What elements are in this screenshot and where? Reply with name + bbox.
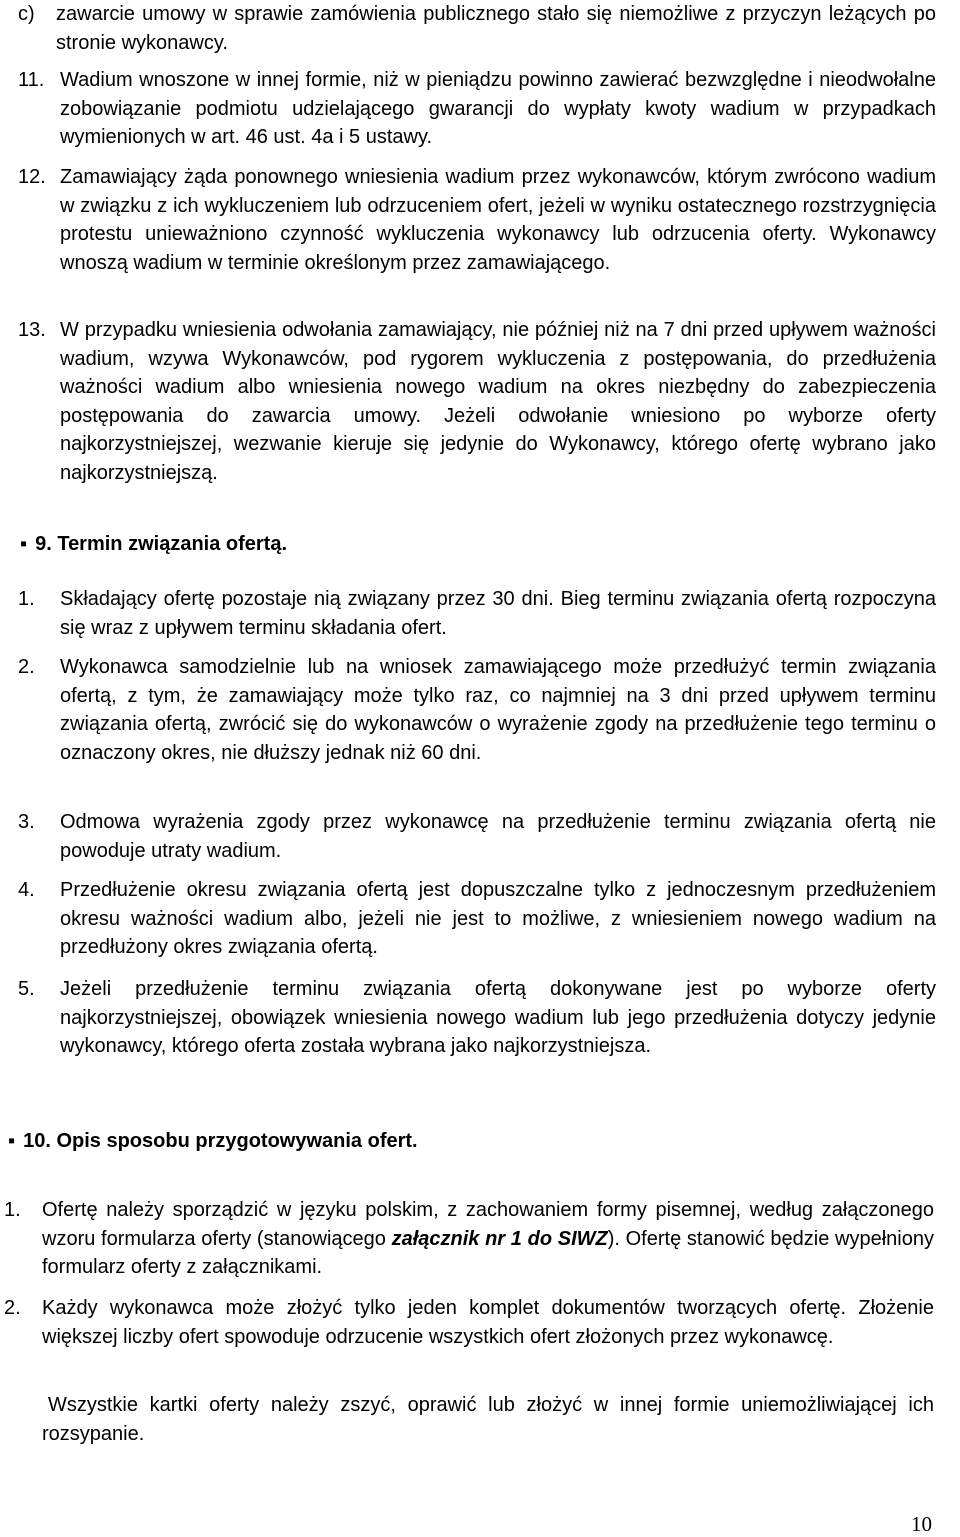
list-item: [18, 163, 936, 277]
attachment-reference: załącznik nr 1 do SIWZ: [391, 1227, 608, 1250]
item-text: [4, 1196, 934, 1282]
list-item: [18, 316, 936, 487]
item-text: Wykonawca samodzielnie lub na wniosek zamawiającego może przedłużyć termin związania ofertą, z tym, że zamawiający może tylko raz, co najmniej na 3 dni przed upływem terminu związania ofertą, zwrócić się do wykonawców o wyrażenie zgody na przedłużenie tego terminu o oznaczony okres, nie dłuższy jednak niż 60 dni.: [60, 656, 936, 764]
list-item: [18, 876, 936, 962]
item-number: 3.: [18, 811, 35, 833]
list-item: [18, 975, 936, 1061]
list-item: [18, 653, 936, 767]
heading-text: 10. Opis sposobu przygotowywania ofert.: [23, 1130, 418, 1152]
item-number: 1.: [18, 588, 35, 610]
heading-bullet: ▪: [8, 1130, 16, 1152]
item-number: c): [18, 3, 35, 25]
item-text: W przypadku wniesienia odwołania zamawiający, nie później niż na 7 dni przed upływem ważności wadium, wzywa Wykonawców, pod rygorem wykluczenia z postępowania, do przedłużenia ważności wadium albo wniesienia nowego wadium na okres niezbędny do zabezpieczenia postępowania do zawarcia umowy. Jeżeli odwołanie wniesiono po wyborze oferty najkorzystniejszej, wezwanie kieruje się jedynie do Wykonawcy, którego ofertę wybrano jako najkorzystniejszą.: [60, 319, 936, 484]
section-heading: [8, 1127, 418, 1156]
item-text: Zamawiający żąda ponownego wniesienia wadium przez wykonawców, którym zwrócono wadium w związku z ich wykluczeniem lub odrzuceniem ofert, jeżeli w wyniku ostatecznego rozstrzygnięcia protestu unieważniono czynność wykluczenia wykonawcy lub odrzucenia oferty. Wykonawcy wnoszą wadium w terminie określonym przez zamawiającego.: [60, 166, 936, 274]
item-number: 12.: [18, 166, 46, 188]
list-item: [18, 585, 936, 642]
list-item: [18, 808, 936, 865]
heading-bullet: ▪: [20, 533, 28, 555]
item-text-part: Ofertę należy sporządzić w języku polskim, z zachowaniem formy pisemnej, według załączonego wzoru formularza oferty (stanowiącego: [42, 1199, 934, 1250]
item-number: 13.: [18, 319, 46, 341]
list-item: [18, 0, 936, 57]
item-text: Wadium wnoszone w innej formie, niż w pieniądzu powinno zawierać bezwzględne i nieodwołalne zobowiązanie podmiotu udzielającego gwarancji do wypłaty kwoty wadium w przypadkach wymienionych w art. 46 ust. 4a i 5 ustawy.: [60, 69, 936, 148]
item-text: Przedłużenie okresu związania ofertą jest dopuszczalne tylko z jednoczesnym przedłużeniem okresu ważności wadium albo, jeżeli nie jest to możliwe, z wniesieniem nowego wadium na przedłużony okres związania ofertą.: [60, 879, 936, 958]
item-number: 5.: [18, 978, 35, 1000]
item-number: 2.: [18, 656, 35, 678]
item-number: 4.: [18, 879, 35, 901]
note-paragraph: [42, 1391, 934, 1448]
page-number: 10: [911, 1512, 932, 1536]
note-text: Wszystkie kartki oferty należy zszyć, oprawić lub złożyć w innej formie uniemożliwiającej ich rozsypanie.: [42, 1394, 934, 1445]
item-number: 2.: [4, 1297, 21, 1319]
heading-text: 9. Termin związania ofertą.: [35, 533, 288, 555]
list-item: [4, 1196, 934, 1282]
item-text: Każdy wykonawca może złożyć tylko jeden komplet dokumentów tworzących ofertę. Złożenie większej liczby ofert spowoduje odrzucenie wszystkich ofert złożonych przez wykonawcę.: [42, 1297, 934, 1348]
section-heading: [20, 530, 287, 559]
item-number: 11.: [18, 69, 45, 91]
item-number: 1.: [4, 1199, 21, 1221]
item-text: Odmowa wyrażenia zgody przez wykonawcę na przedłużenie terminu związania ofertą nie powoduje utraty wadium.: [60, 811, 936, 862]
item-text-part: ). Ofertę stanowić będzie wypełniony formularz oferty z załącznikami.: [42, 1227, 934, 1278]
list-item: [4, 1294, 934, 1351]
list-item: [18, 66, 936, 152]
item-text: zawarcie umowy w sprawie zamówienia publicznego stało się niemożliwe z przyczyn leżących po stronie wykonawcy.: [56, 3, 936, 54]
item-text: Składający ofertę pozostaje nią związany przez 30 dni. Bieg terminu związania ofertą rozpoczyna się wraz z upływem terminu składania ofert.: [60, 588, 936, 639]
item-text: Jeżeli przedłużenie terminu związania ofertą dokonywane jest po wyborze oferty najkorzystniejszej, obowiązek wniesienia nowego wadium lub jego przedłużenia dotyczy jedynie wykonawcy, którego oferta została wybrana jako najkorzystniejsza.: [60, 978, 936, 1057]
